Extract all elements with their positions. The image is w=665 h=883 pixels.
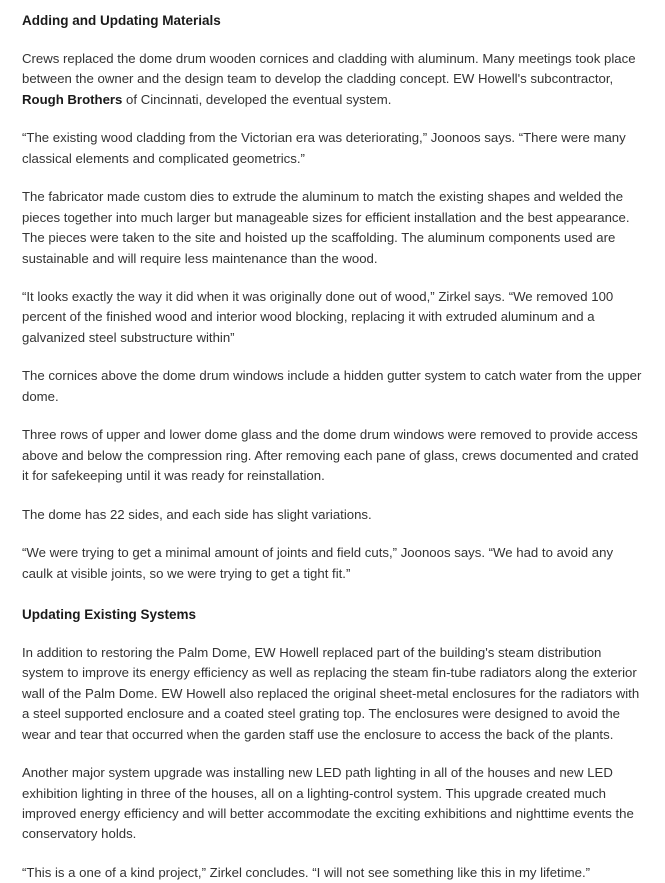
paragraph bbox=[22, 49, 643, 110]
paragraph: “This is a one of a kind project,” Zirkel concludes. “I will not see something like this in my lifetime.” bbox=[22, 864, 591, 880]
paragraph: The fabricator made custom dies to extrude the aluminum to match the existing shapes and welded the pieces together into much larger but manageable sizes for efficient installation and the best appearance. The pieces were taken to the site and hoisted up the scaffolding. The aluminum components used are sustainable and will require less maintenance than the wood. bbox=[22, 189, 630, 266]
paragraph: Another major system upgrade was installing new LED path lighting in all of the houses and new LED exhibition lighting in three of the houses, all on a lighting-control system. This upgrade created much improved energy efficiency and will better accommodate the exciting exhibitions and nighttime events the conservatory holds. bbox=[22, 765, 634, 842]
paragraph: “The existing wood cladding from the Victorian era was deteriorating,” Joonoos says. “There were many classical elements and complicated geometrics.” bbox=[22, 130, 626, 166]
paragraph: In addition to restoring the Palm Dome, EW Howell replaced part of the building's steam distribution system to improve its energy efficiency as well as replacing the steam fin-tube radiators along the exterior wall of the Palm Dome. EW Howell also replaced the original sheet-metal enclosures for the radiators with a steel supported enclosure and a coated steel grating top. The enclosures were designed to avoid the wear and tear that occurred when the garden staff use the enclosure to access the back of the plants. bbox=[22, 644, 640, 742]
paragraph-text-run: of Cincinnati, developed the eventual system. bbox=[122, 91, 392, 107]
paragraph: The dome has 22 sides, and each side has slight variations. bbox=[22, 506, 372, 522]
section-heading-systems: Updating Existing Systems bbox=[22, 606, 197, 622]
paragraph: Three rows of upper and lower dome glass and the dome drum windows were removed to provide access above and below the compression ring. After removing each pane of glass, crews documented and crated it for safekeeping until it was ready for reinstallation. bbox=[22, 427, 639, 484]
company-name-rough-brothers: Rough Brothers bbox=[22, 91, 123, 107]
paragraph: The cornices above the dome drum windows include a hidden gutter system to catch water from the upper dome. bbox=[22, 368, 642, 404]
section-heading-materials: Adding and Updating Materials bbox=[22, 13, 221, 28]
paragraph: “It looks exactly the way it did when it was originally done out of wood,” Zirkel says. “We removed 100 percent of the finished wood and interior wood blocking, replacing it with extruded aluminum and a galvanized steel substructure within” bbox=[22, 288, 614, 345]
paragraph: “We were trying to get a minimal amount of joints and field cuts,” Joonoos says. “We had to avoid any caulk at visible joints, so we were trying to get a tight fit.” bbox=[22, 545, 614, 581]
paragraph-text-run: Crews replaced the dome drum wooden cornices and cladding with aluminum. Many meetings took place between the owner and the design team to develop the cladding concept. EW Howell's subcontractor, bbox=[22, 50, 636, 87]
